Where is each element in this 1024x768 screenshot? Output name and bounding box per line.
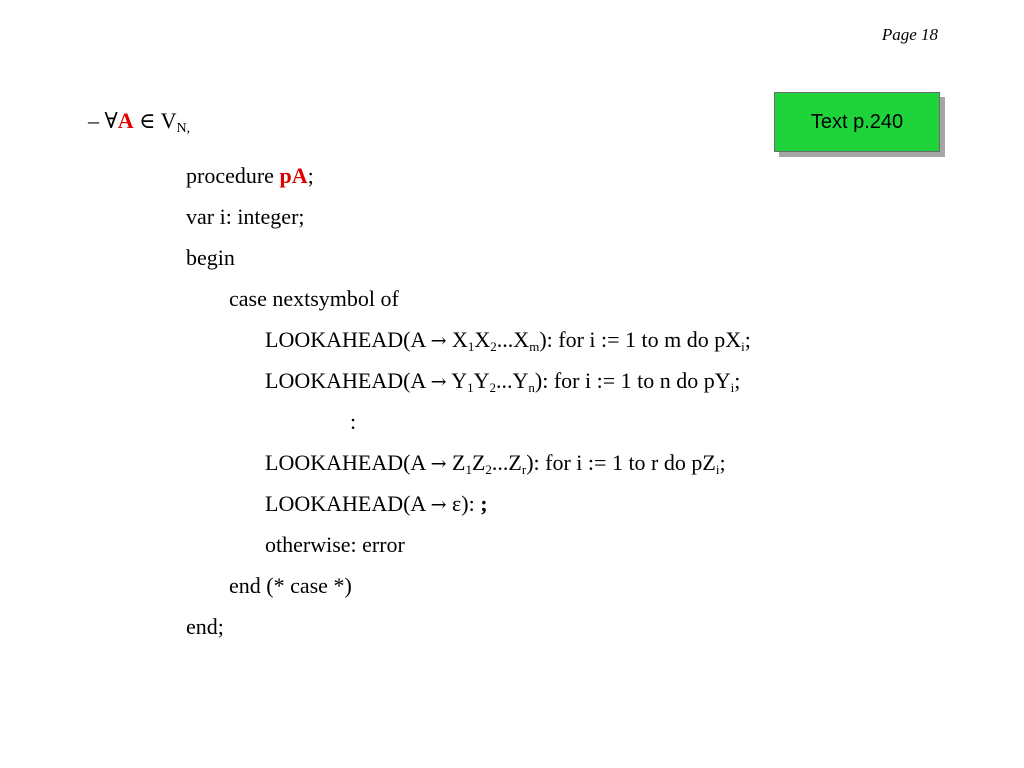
subscript: n: [528, 380, 535, 395]
closing-text: ):: [461, 491, 475, 516]
bullet-heading: [88, 108, 190, 134]
subscript: i: [730, 380, 735, 395]
symbol: X: [452, 327, 468, 352]
begin-line: begin: [186, 245, 235, 270]
subscript: 1: [467, 380, 474, 395]
semicolon: ;: [734, 368, 741, 393]
symbol: Z: [452, 450, 466, 475]
lookahead-prefix: LOOKAHEAD(A: [265, 327, 426, 352]
text-reference-box: Text p.240: [774, 92, 940, 152]
lookahead-epsilon-line: [265, 489, 488, 519]
procedure-line: [186, 161, 314, 191]
empty-statement: ;: [480, 491, 488, 516]
subscript: i: [715, 462, 720, 477]
loop-text: ): for i := 1 to n do pY: [534, 368, 731, 393]
procedure-name: pA: [279, 163, 308, 188]
end-case-line: end (* case *): [229, 573, 352, 598]
case-line: case nextsymbol of: [229, 286, 399, 311]
subscript: 2: [490, 339, 497, 354]
lookahead-x-line: [265, 325, 751, 355]
symbol: ...X: [496, 327, 530, 352]
dash: –: [88, 108, 99, 133]
subscript: 1: [465, 462, 472, 477]
epsilon-symbol: ε: [452, 491, 462, 516]
symbol: ...Z: [491, 450, 522, 475]
page-number: Page 18: [881, 25, 938, 44]
subscript: i: [741, 339, 745, 354]
loop-text: ): for i := 1 to r do pZ: [526, 450, 716, 475]
arrow-icon: →: [430, 494, 447, 516]
arrow-icon: →: [430, 371, 447, 393]
semicolon: ;: [719, 450, 726, 475]
var-line: var i: integer;: [186, 204, 305, 229]
V-subscript: N,: [176, 121, 191, 136]
end-line: end;: [186, 614, 224, 639]
arrow-icon: →: [430, 453, 447, 475]
lookahead-prefix: LOOKAHEAD(A: [265, 368, 426, 393]
lookahead-y-line: [265, 366, 740, 396]
subscript: m: [529, 339, 540, 354]
nonterminal-A: A: [117, 108, 134, 133]
element-of-symbol: ∈: [139, 108, 156, 133]
symbol: Y: [451, 368, 468, 393]
symbol: X: [474, 327, 491, 352]
symbol: Z: [471, 450, 486, 475]
forall-symbol: ∀: [104, 108, 118, 133]
semicolon: ;: [307, 163, 314, 188]
symbol: Y: [473, 368, 490, 393]
lookahead-prefix: LOOKAHEAD(A: [265, 450, 426, 475]
subscript: r: [521, 462, 527, 477]
ellipsis-colon: :: [350, 409, 357, 434]
symbol: ...Y: [495, 368, 529, 393]
semicolon: ;: [744, 327, 751, 352]
V-symbol: V: [160, 108, 177, 133]
otherwise-line: otherwise: error: [265, 532, 405, 557]
lookahead-prefix: LOOKAHEAD(A: [265, 491, 426, 516]
arrow-icon: →: [430, 330, 447, 352]
subscript: 1: [467, 339, 475, 354]
keyword-procedure: procedure: [186, 163, 274, 188]
lookahead-z-line: [265, 448, 726, 478]
subscript: 2: [485, 462, 492, 477]
subscript: 2: [489, 380, 496, 395]
loop-text: ): for i := 1 to m do pX: [539, 327, 742, 352]
